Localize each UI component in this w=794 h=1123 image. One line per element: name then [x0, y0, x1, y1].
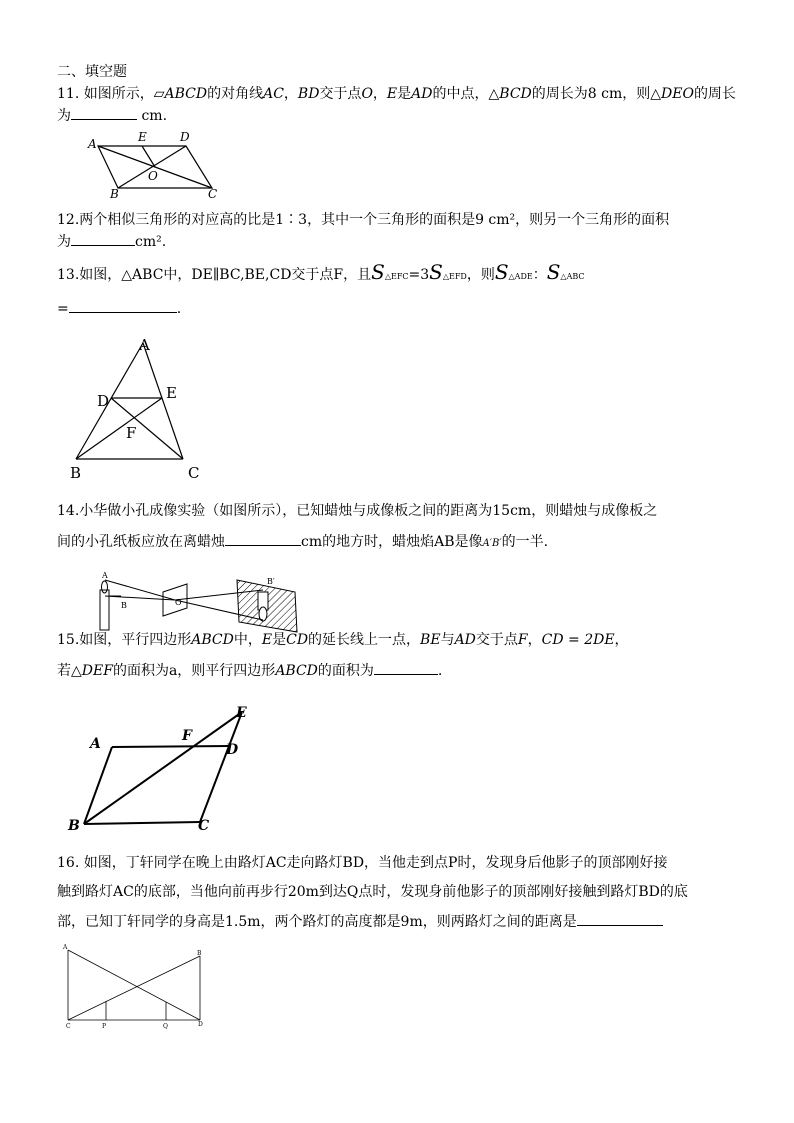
q16-label-a: A: [63, 944, 68, 951]
q11-label-o: O: [148, 169, 158, 183]
q16-label-c: C: [66, 1023, 71, 1030]
q14-label-o: O: [175, 598, 182, 607]
q11-line2: 为 cm.: [57, 105, 167, 126]
q13-label-d: D: [97, 392, 110, 410]
q11-label-b: B: [110, 187, 119, 201]
q14-figure: [95, 570, 305, 630]
q15-label-a: A: [90, 736, 101, 752]
q15-line1: 15.如图，平行四边形ABCD中，E是CD的延长线上一点，BE与AD交于点F，CD = 2DE，: [57, 632, 629, 648]
q14-line1: 14.小华做小孔成像实验（如图所示），已知蜡烛与成像板之间的距离为15cm，则蜡烛与成像板之: [57, 503, 658, 519]
q13-segment-be: [76, 398, 162, 459]
q13-label-a: A: [139, 336, 150, 354]
q15-segment-be: [84, 712, 242, 824]
q15-answer-blank[interactable]: [374, 660, 438, 675]
section-title: 二、填空题: [57, 64, 127, 80]
q16-line2: 触到路灯AC的底部，当他向前再步行20m到达Q点时，发现身前他影子的顶部刚好接触到路灯BD的底: [57, 884, 688, 900]
q16-label-p: P: [102, 1023, 107, 1030]
q13-label-c: C: [188, 464, 200, 482]
q15-label-c: C: [198, 818, 210, 834]
q12-line2: 为 cm².: [57, 231, 166, 252]
q13-label-e: E: [166, 384, 177, 402]
q16-label-d: D: [198, 1021, 203, 1028]
q14-answer-blank[interactable]: [225, 531, 301, 546]
q11-answer-blank[interactable]: [71, 105, 137, 120]
q16-line1: 16. 如图，丁轩同学在晚上由路灯AC走向路灯BD，当他走到点P时，发现身后他影子的顶部刚好接: [57, 855, 668, 871]
q15-label-e: E: [236, 705, 247, 721]
q13-line1: 13.如图，△ABC中，DE∥BC,BE,CD交于点F，且S△EFC=3S△EFD，则S△ADE：S△ABC: [57, 260, 585, 284]
q11-label-a: A: [88, 137, 97, 151]
q15-label-b: B: [68, 818, 80, 834]
q11-figure: [88, 128, 228, 201]
q11-label-d: D: [180, 130, 190, 144]
q11-segment-eo: [142, 146, 155, 167]
q12-line1: 12.两个相似三角形的对应高的比是1∶3，其中一个三角形的面积是9 cm²，则另一个三角形的面积: [57, 212, 670, 228]
q15-label-f: F: [182, 728, 192, 744]
q11-label-c: C: [208, 187, 218, 201]
q14-label-b-prime: B′: [267, 577, 275, 586]
q13-line2: = .: [57, 298, 181, 319]
q16-line3: 部，已知丁轩同学的身高是1.5m，两个路灯的高度都是9m，则两路灯之间的距离是: [57, 911, 663, 932]
q13-answer-blank[interactable]: [69, 298, 177, 313]
q15-figure: [64, 702, 264, 837]
q14-label-b: B: [121, 601, 127, 610]
q14-line2: 间的小孔纸板应放在离蜡烛 cm的地方时，蜡烛焰AB是像A′B′的一半.: [57, 531, 548, 554]
q12-answer-blank[interactable]: [71, 231, 135, 246]
q15-line2: 若△DEF的面积为a，则平行四边形ABCD的面积为 .: [57, 660, 442, 681]
q11-line1: 11. 如图所示，▱ABCD的对角线AC，BD交于点O，E是AD的中点，△BCD的周长为8 cm，则△DEO的周长: [57, 86, 736, 102]
q13-label-f: F: [126, 424, 137, 442]
q13-figure: [66, 335, 216, 485]
q13-label-b: B: [70, 464, 82, 482]
q16-label-b: B: [197, 950, 202, 957]
q16-answer-blank[interactable]: [577, 911, 663, 926]
q15-label-d: D: [226, 742, 239, 758]
q11-label-e: E: [138, 130, 147, 144]
q16-label-q: Q: [163, 1023, 168, 1030]
q14-label-a: A: [102, 571, 108, 580]
q16-figure: [60, 940, 210, 1035]
